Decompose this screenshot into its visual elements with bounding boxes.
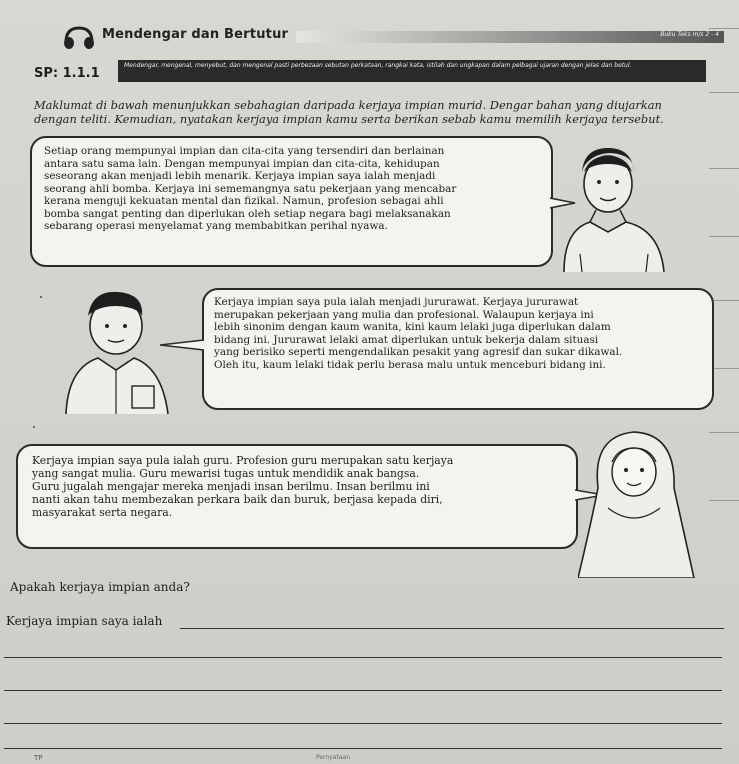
bubble-line: seorang ahli bomba. Kerjaya ini sememangnya satu pekerjaan yang mencabar xyxy=(44,182,457,195)
margin-rule xyxy=(709,500,739,501)
speech-bubble-firefighter xyxy=(30,136,553,267)
bubble-line: nanti akan tahu membezakan perkara baik dan buruk, berjasa kepada diri, xyxy=(32,493,443,506)
textbook-reference: Buku Teks m/s 2 - 4 xyxy=(660,31,719,38)
answer-row xyxy=(6,614,722,634)
bubble-line: sebarang operasi menyelamat yang membabitkan perihal nyawa. xyxy=(44,220,388,232)
bubble-line: merupakan pekerjaan yang mulia dan profesional. Walaupun kerjaya ini xyxy=(214,308,594,321)
margin-rule xyxy=(709,236,739,237)
footer-page-code: TP xyxy=(34,754,43,762)
female-teacher-figure-illustration xyxy=(578,428,696,578)
bubble-line: bomba sangat penting dan diperlukan oleh setiap negara bagi melaksanakan xyxy=(44,207,451,220)
boy-figure-illustration xyxy=(560,142,680,274)
bubble-line: bidang ini. Jururawat lelaki amat diperlukan untuk bekerja dalam situasi xyxy=(214,333,599,346)
margin-rule xyxy=(709,168,739,169)
bubble-tail xyxy=(160,338,204,352)
instruction-text: Maklumat di bawah menunjukkan sebahagian daripada kerjaya impian murid. Dengar bahan yang diujarkan dengan teliti. Kemudian, nyatakan kerjaya impian kamu serta berikan sebab kamu memilih kerjaya tersebut. xyxy=(34,98,664,126)
bubble-line: lebih sinonim dengan kaum wanita, kini kaum lelaki juga diperlukan dalam xyxy=(214,321,611,333)
margin-rule xyxy=(709,92,739,93)
bubble-line: Oleh itu, kaum lelaki tidak perlu berasa malu untuk menceburi bidang ini. xyxy=(214,358,606,371)
answer-blank[interactable] xyxy=(4,748,722,749)
margin-rule xyxy=(709,432,739,433)
answer-blank[interactable] xyxy=(4,657,722,658)
answer-blank[interactable] xyxy=(4,723,722,724)
bubble-line: masyarakat serta negara. xyxy=(32,506,173,519)
stray-mark xyxy=(33,426,35,428)
footer-label: Pernyataan xyxy=(316,754,350,761)
bubble-line: yang berisiko seperti mengendalikan pesakit yang agresif dan sukar dikawal. xyxy=(214,346,623,358)
page-title: Mendengar dan Bertutur xyxy=(102,27,289,42)
bubble-line: antara satu sama lain. Dengan mempunyai impian dan cita-cita, kehidupan xyxy=(44,157,440,170)
bubble-line: Setiap orang mempunyai impian dan cita-cita yang tersendiri dan berlainan xyxy=(44,145,445,157)
headphones-icon xyxy=(62,24,96,50)
margin-rule xyxy=(709,28,739,29)
answer-label: Kerjaya impian saya ialah xyxy=(6,614,163,628)
bubble-line: Guru jugalah mengajar mereka menjadi insan berilmu. Insan berilmu ini xyxy=(32,480,430,493)
bubble-line: seseorang akan menjadi lebih menarik. Kerjaya impian saya ialah menjadi xyxy=(44,170,436,182)
speech-bubble-nurse xyxy=(202,288,714,410)
question-text: Apakah kerjaya impian anda? xyxy=(10,580,190,594)
bubble-line: Kerjaya impian saya pula ialah guru. Profesion guru merupakan satu kerjaya xyxy=(32,454,454,467)
answer-blank[interactable] xyxy=(180,628,724,629)
answer-blank[interactable] xyxy=(4,690,722,691)
speech-bubble-teacher xyxy=(16,444,578,549)
bubble-line: kerana menguji kekuatan mental dan fizikal. Namun, profesion sebagai ahli xyxy=(44,195,444,207)
standard-description: Mendengar, mengenal, menyebut, dan mengenal pasti perbezaan sebutan perkataan, rangkai kata, istilah dan ungkapan dalam pelbagai ujaran dengan jelas dan betul. xyxy=(118,60,706,82)
standard-code: SP: 1.1.1 xyxy=(34,66,100,81)
bubble-line: Kerjaya impian saya pula ialah menjadi jururawat. Kerjaya jururawat xyxy=(214,296,579,308)
stray-mark xyxy=(40,296,42,298)
bubble-line: yang sangat mulia. Guru mewarisi tugas untuk mendidik anak bangsa. xyxy=(32,467,420,480)
